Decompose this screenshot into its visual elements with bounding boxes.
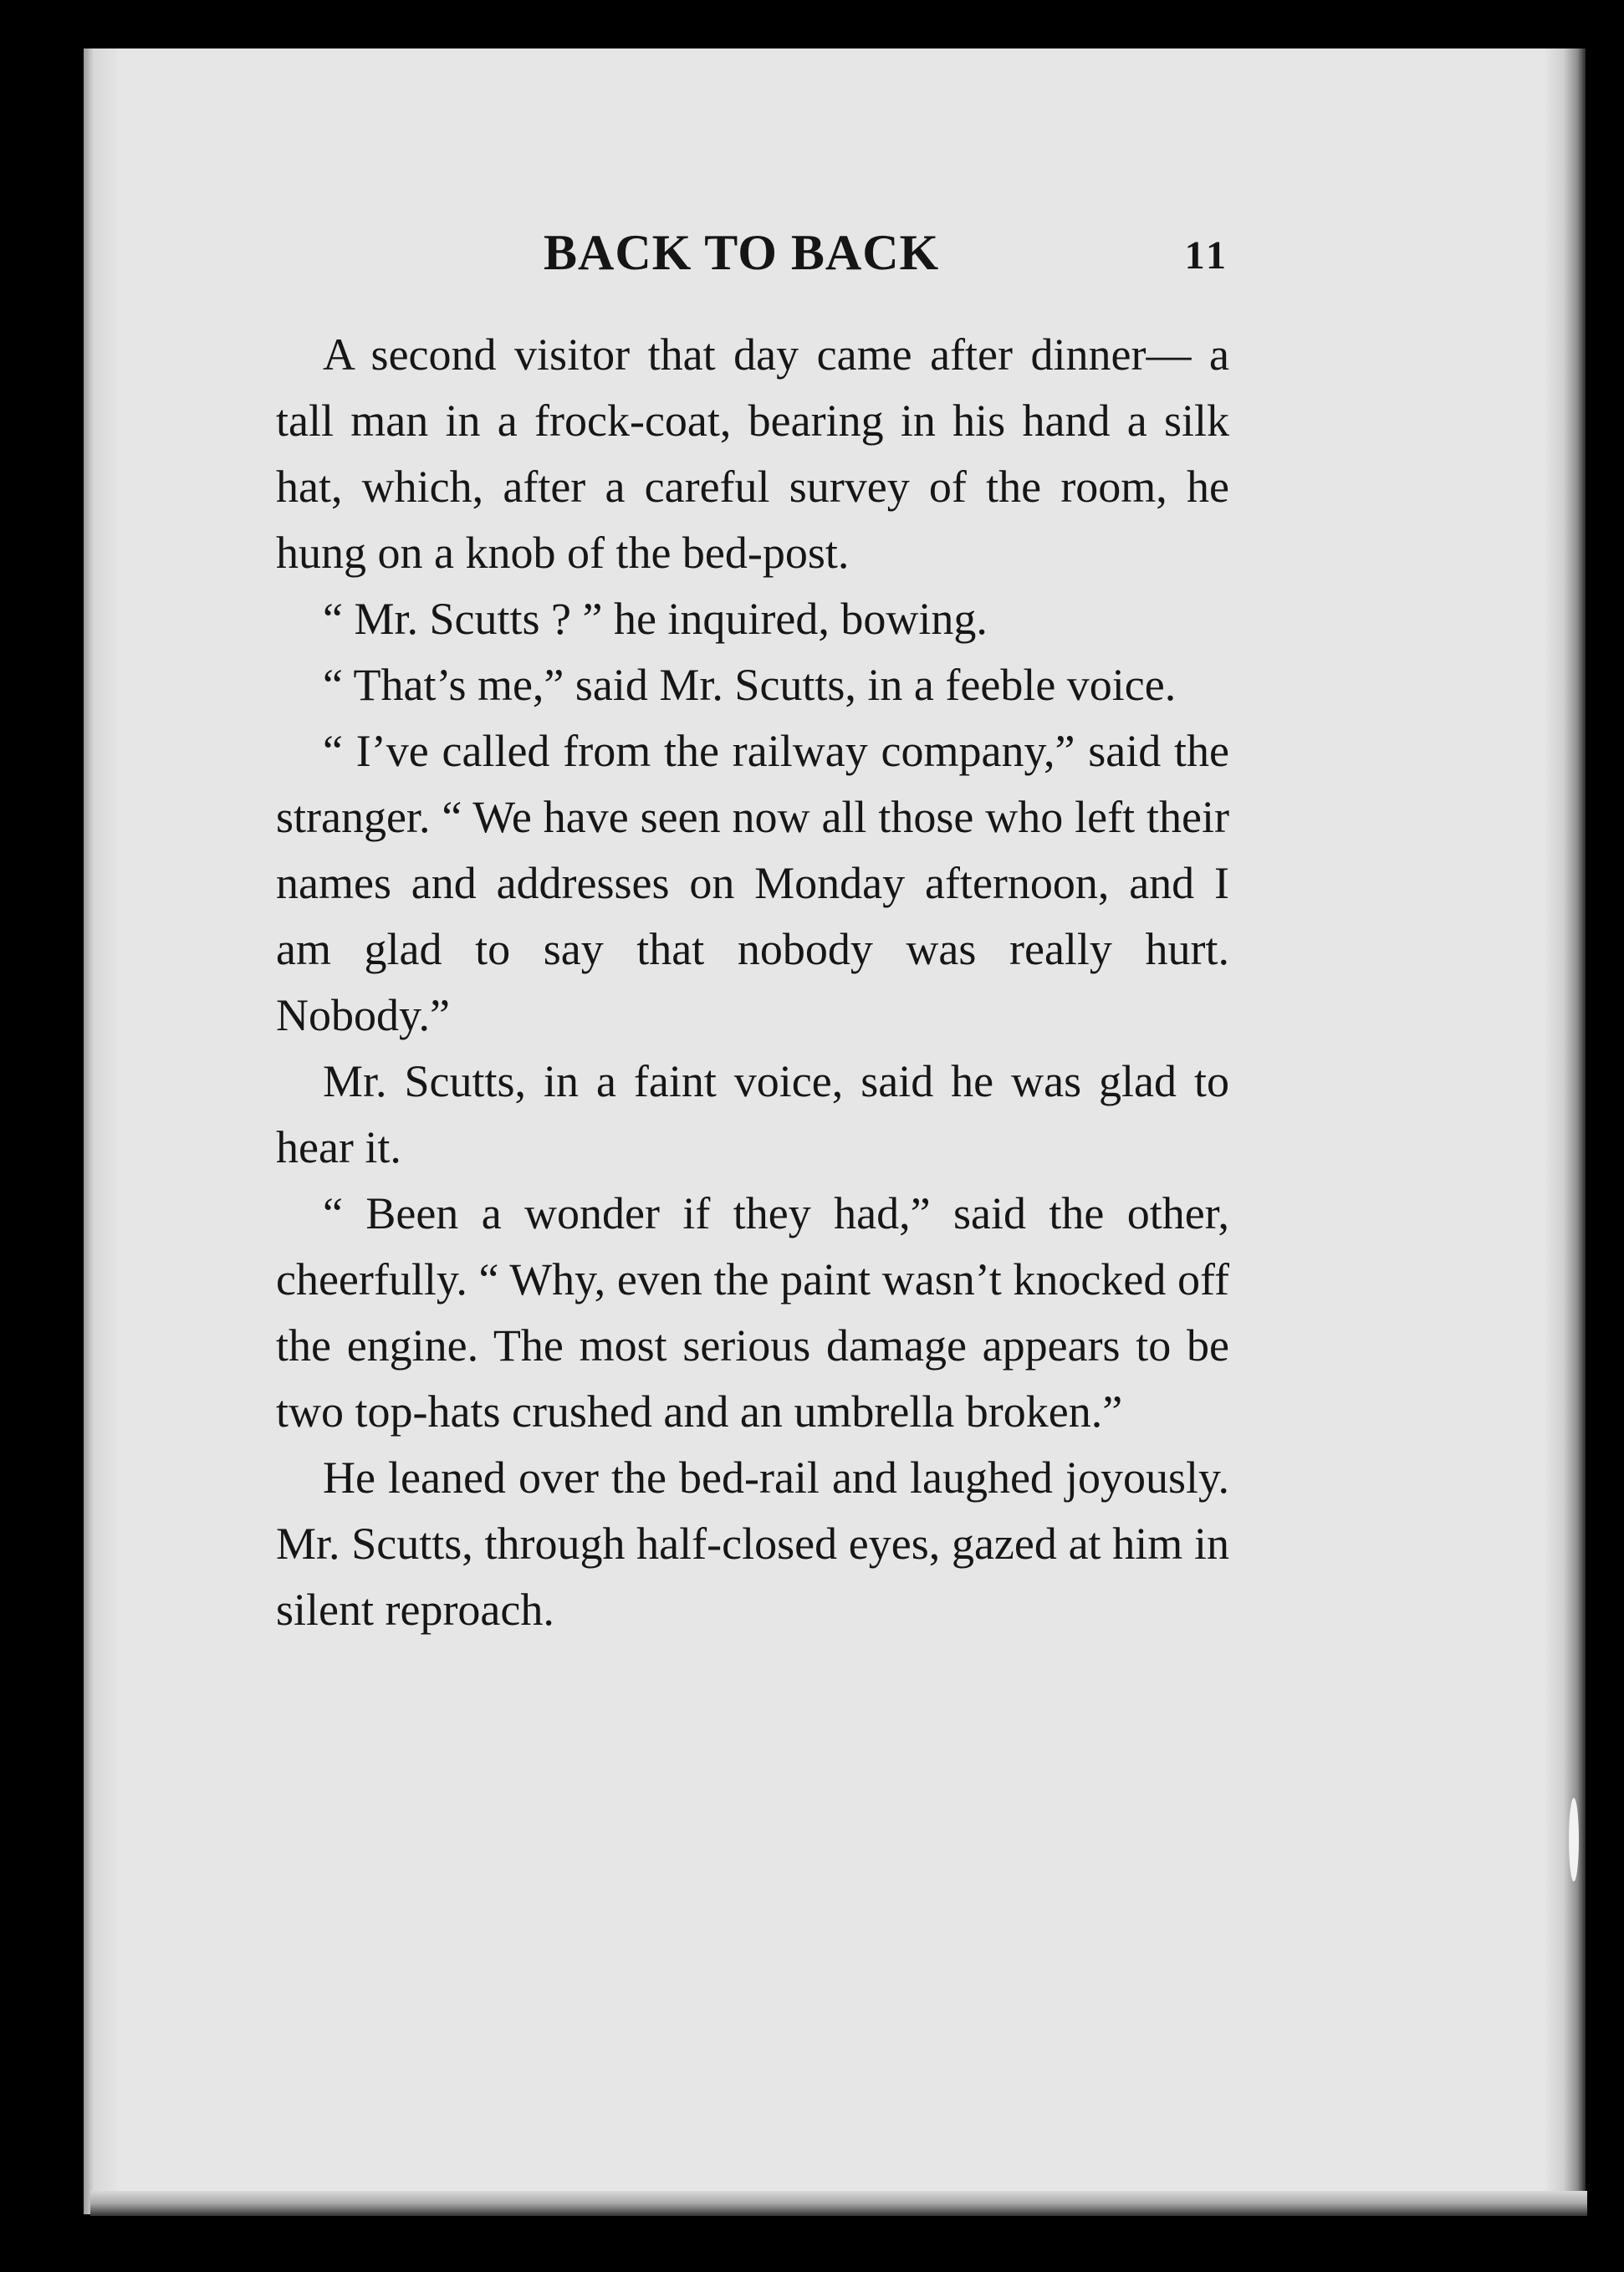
page-header bbox=[276, 224, 1229, 299]
page-edge-mark bbox=[1569, 1798, 1579, 1881]
page-fore-edge bbox=[1545, 49, 1586, 2214]
paragraph: “ I’ve called from the railway company,” said the stranger. “ We have seen now all those who left their names and addresses on Monday afternoon, and I am glad to say that nobody was really hurt. Nobody.” bbox=[276, 726, 1229, 1040]
page-gutter-edge bbox=[84, 49, 117, 2214]
page-bottom-edge bbox=[90, 2191, 1587, 2216]
paragraph: “ That’s me,” said Mr. Scutts, in a feeble voice. bbox=[323, 660, 1177, 710]
paragraph: “ Mr. Scutts ? ” he inquired, bowing. bbox=[323, 594, 988, 644]
body-text bbox=[276, 322, 1229, 1643]
running-head: BACK TO BACK bbox=[544, 225, 940, 280]
page-number: 11 bbox=[1184, 233, 1229, 278]
paragraph: “ Been a wonder if they had,” said the other, cheerfully. “ Why, even the paint wasn’t knocked off the engine. The most serious damage appears to be two top-hats crushed and an umbrella broken.” bbox=[276, 1188, 1229, 1437]
paragraph: Mr. Scutts, in a faint voice, said he was glad to hear it. bbox=[276, 1056, 1229, 1172]
paragraph: He leaned over the bed-rail and laughed joyously. Mr. Scutts, through half-closed eyes, gazed at him in silent reproach. bbox=[276, 1453, 1229, 1635]
paragraph: A second visitor that day came after dinner— a tall man in a frock-coat, bearing in his hand a silk hat, which, after a careful survey of the room, he hung on a knob of the bed-post. bbox=[276, 329, 1229, 578]
